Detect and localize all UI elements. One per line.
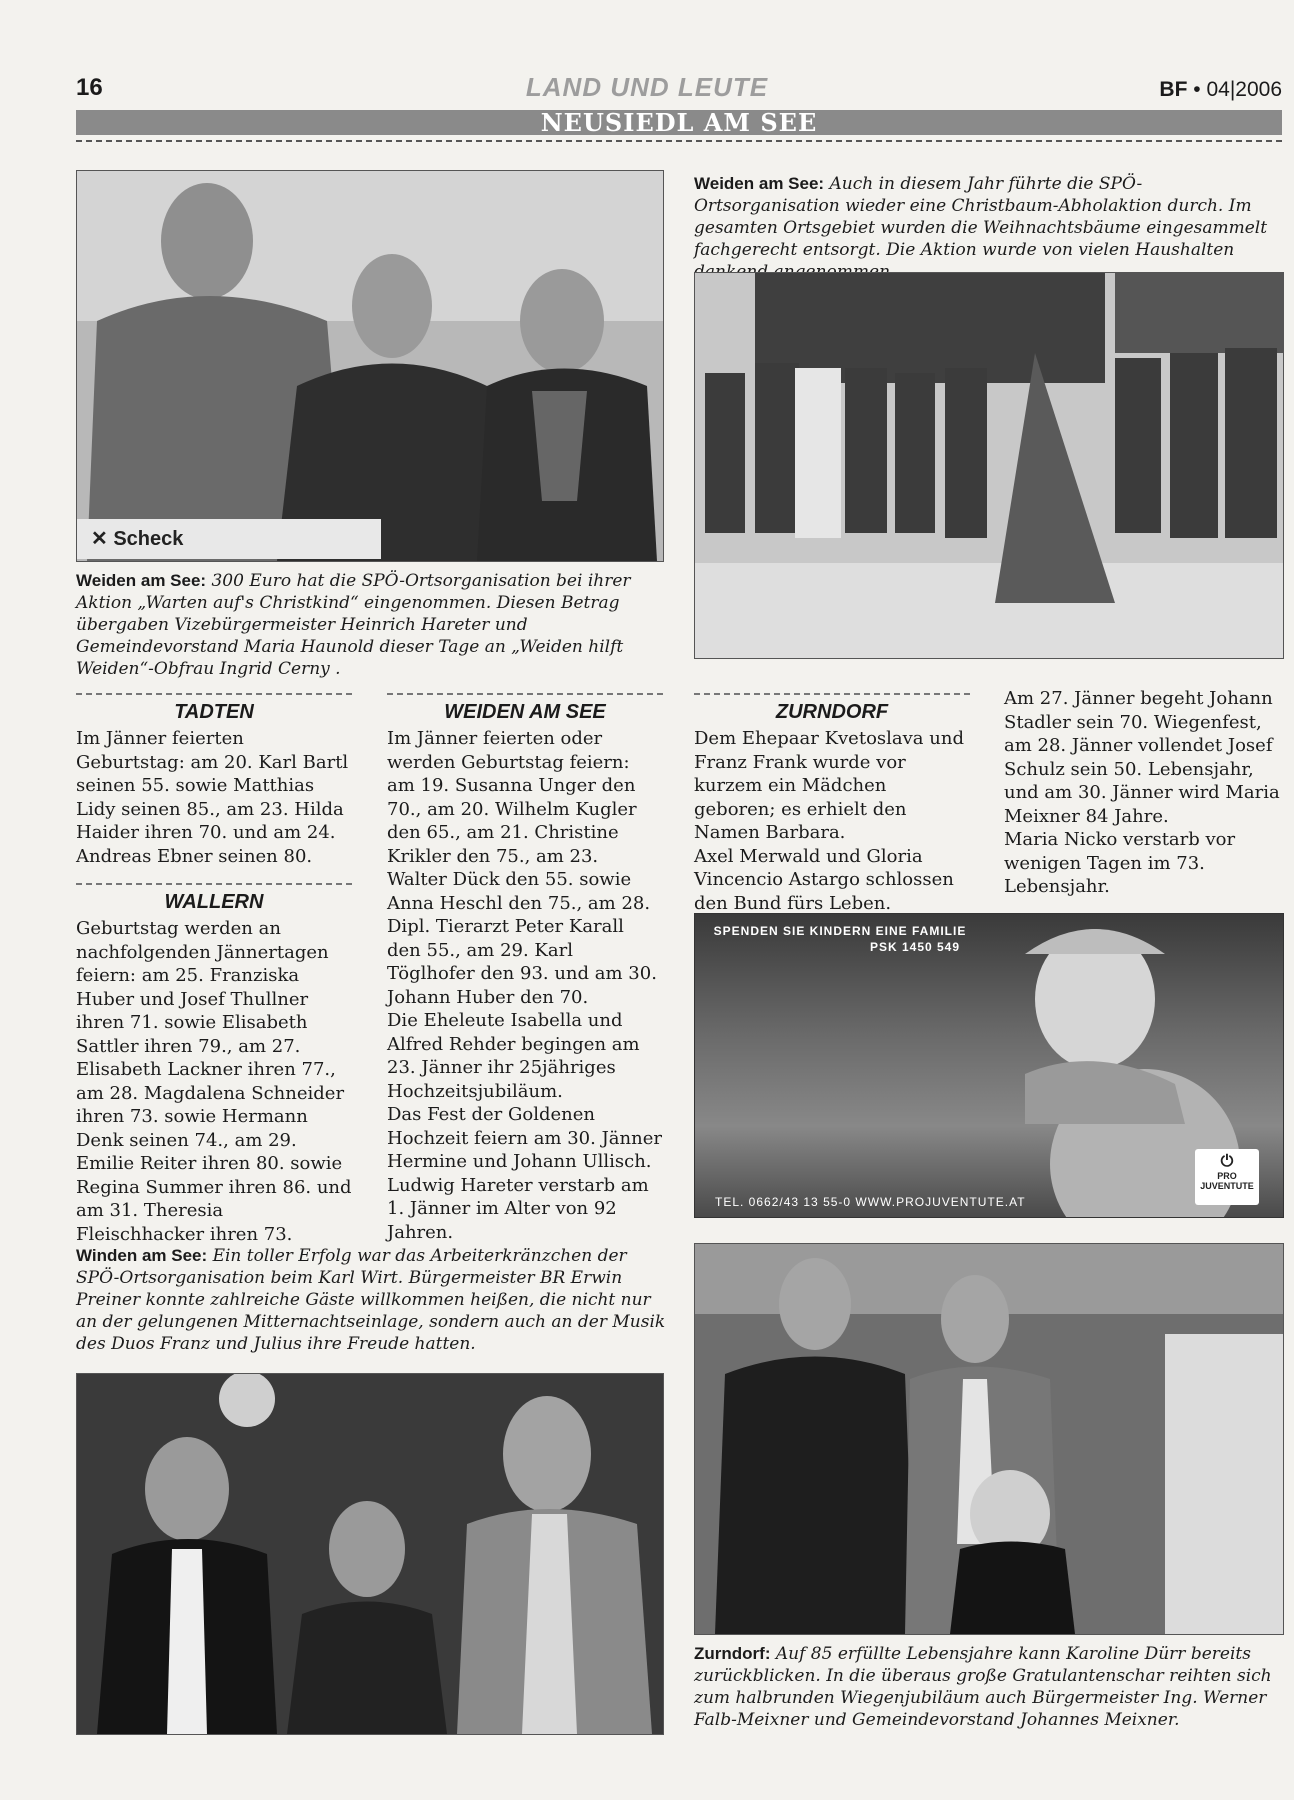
column-zurndorf bbox=[694, 693, 970, 915]
column-text bbox=[76, 917, 352, 1246]
ad-logo bbox=[1195, 1149, 1259, 1205]
power-icon: ⏻ bbox=[1220, 1153, 1234, 1170]
photo-image bbox=[695, 273, 1283, 658]
caption-top-right bbox=[694, 173, 1280, 283]
caption-bottom-left bbox=[76, 1245, 666, 1355]
paragraph: Dem Ehepaar Kvetoslava und Franz Frank wurde vor kurzem ein Mädchen geboren; es erhielt den Namen Barbara. bbox=[694, 728, 964, 843]
section-title: LAND UND LEUTE bbox=[525, 72, 769, 102]
column-text bbox=[76, 727, 352, 868]
paragraph: Das Fest der Goldenen Hochzeit feiern am 30. Jänner Hermine und Johann Ullisch. bbox=[387, 1104, 662, 1172]
photo-birthday-karoline-duerr bbox=[694, 1243, 1284, 1635]
column-weiden bbox=[387, 693, 663, 1244]
caption-lead: Zurndorf: bbox=[694, 1644, 771, 1663]
photo-image bbox=[77, 171, 663, 561]
photo-cheque-handover bbox=[76, 170, 664, 562]
column-title: WALLERN bbox=[76, 883, 352, 917]
column-title: WEIDEN AM SEE bbox=[387, 693, 663, 727]
paragraph: Axel Merwald und Gloria Vincencio Astargo schlossen den Bund fürs Leben. bbox=[694, 845, 954, 914]
column-tadten bbox=[76, 693, 352, 868]
photo-christmas-tree-collection bbox=[694, 272, 1284, 659]
column-text bbox=[387, 727, 663, 1244]
caption-text: 300 Euro hat die SPÖ-Ortsorganisation bei ihrer Aktion „Warten auf's Christkind“ eingenommen. Diesen Betrag übergaben Vizebürgermeister Heinrich Hareter und Gemeindevorstand Maria Haunold dieser Tage an „Weiden hilft Weiden“-Obfrau Ingrid Cerny . bbox=[76, 571, 631, 679]
paragraph: Die Eheleute Isabella und Alfred Rehder begingen am 23. Jänner ihr 25jähriges Hochzeitsjubiläum. bbox=[387, 1010, 640, 1102]
header-divider bbox=[76, 140, 1282, 142]
paragraph: Im Jänner feierten oder werden Geburtstag feiern: am 19. Susanna Unger den 70., am 20. Wilhelm Kugler den 65., am 21. Christine Krikler den 75., am 23. Walter Dück den 55. sowie Anna Heschl den 75., am 28. Dipl. Tierarzt Peter Karall den 55., am 29. Karl Töglhofer den 93. und am 30. Johann Huber den 70. bbox=[387, 728, 657, 1008]
bullet: • bbox=[1193, 78, 1201, 101]
photo-image bbox=[77, 1374, 663, 1734]
column-wallern bbox=[76, 883, 352, 1246]
magazine-name: BF bbox=[1159, 78, 1188, 101]
column-title: TADTEN bbox=[76, 693, 352, 727]
paragraph: Am 27. Jänner begeht Johann Stadler sein 70. Wiegenfest, am 28. Jänner vollendet Josef Schulz sein 50. Lebensjahr, und am 30. Jänner wird Maria Meixner 84 Jahre. bbox=[1004, 688, 1280, 827]
paragraph: Im Jänner feierten Geburtstag: am 20. Karl Bartl seinen 55. sowie Matthias Lidy seinen 85., am 23. Hilda Haider ihren 70. und am 24. Andreas Ebner seinen 80. bbox=[76, 728, 349, 867]
advertisement-pro-juventute bbox=[694, 913, 1284, 1218]
page-number: 16 bbox=[76, 74, 103, 101]
caption-lead: Winden am See: bbox=[76, 1246, 208, 1265]
caption-lead: Weiden am See: bbox=[76, 571, 207, 590]
photo-image bbox=[695, 1244, 1283, 1634]
photo-workers-ball bbox=[76, 1373, 664, 1735]
ad-logo-text: PRO JUVENTUTE bbox=[1200, 1171, 1254, 1191]
ad-account: PSK 1450 549 bbox=[869, 940, 961, 954]
column-right bbox=[1004, 687, 1280, 899]
caption-lead: Weiden am See: bbox=[694, 174, 825, 193]
paragraph: Ludwig Hareter verstarb am 1. Jänner im Alter von 92 Jahren. bbox=[387, 1174, 649, 1243]
caption-top-left bbox=[76, 570, 666, 680]
caption-bottom-right bbox=[694, 1643, 1282, 1731]
ad-footer: TEL. 0662/43 13 55-0 WWW.PROJUVENTUTE.AT bbox=[715, 1195, 1026, 1209]
caption-text: Ein toller Erfolg war das Arbeiterkränzchen der SPÖ-Ortsorganisation beim Karl Wirt. Bürgermeister BR Erwin Preiner konnte zahlreiche Gäste willkommen heißen, die nicht nur an der gelungenen Mitternachtseinlage, sondern auch an der Musik des Duos Franz und Julius ihre Freude hatten. bbox=[76, 1246, 666, 1354]
issue-number: 04|2006 bbox=[1206, 78, 1282, 101]
cheque bbox=[77, 519, 381, 559]
magazine-issue bbox=[1159, 78, 1282, 102]
paragraph: Maria Nicko verstarb vor wenigen Tagen im 73. Lebensjahr. bbox=[1004, 829, 1236, 897]
column-title: ZURNDORF bbox=[694, 693, 970, 727]
caption-text: Auf 85 erfüllte Lebensjahre kann Karoline Dürr bereits zurückblicken. In die überaus große Gratulantenschar reihten sich zum halbrunden Wiegenjubiläum auch Bürgermeister Ing. Werner Falb-Meixner und Gemeindevorstand Johannes Meixner. bbox=[694, 1644, 1272, 1730]
close-icon: ✕ bbox=[91, 528, 108, 550]
paragraph: Geburtstag werden an nachfolgenden Jännertagen feiern: am 25. Franziska Huber und Josef Thullner ihren 71. sowie Elisabeth Sattler ihren 79., am 27. Elisabeth Lackner ihren 77., am 28. Magdalena Schneider ihren 73. sowie Hermann Denk seinen 74., am 29. Emilie Reiter ihren 80. sowie Regina Summer ihren 86. und am 31. Theresia Fleischhacker ihren 73. bbox=[76, 918, 352, 1245]
column-text bbox=[694, 727, 970, 915]
region-banner: NEUSIEDL AM SEE bbox=[76, 110, 1282, 135]
ad-headline: SPENDEN SIE KINDERN EINE FAMILIE bbox=[713, 924, 967, 938]
caption-text: Auch in diesem Jahr führte die SPÖ-Ortsorganisation wieder eine Christbaum-Abholaktion durch. Im gesamten Ortsgebiet wurden die Weihnachtsbäume eingesammelt fachgerecht entsorgt. Die Aktion wurde von vielen Haushalten bbox=[694, 174, 1268, 260]
cheque-label: Scheck bbox=[113, 528, 184, 550]
